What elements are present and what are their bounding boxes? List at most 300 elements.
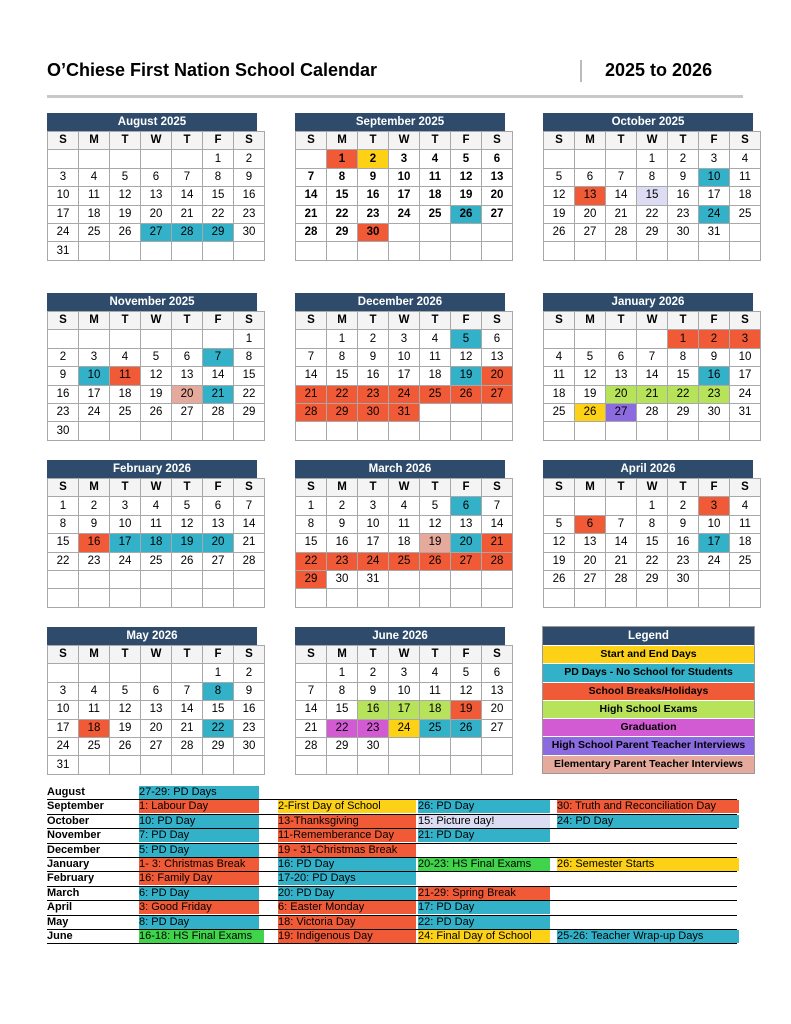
day-cell: 22 [48,552,79,570]
day-cell: 10 [358,515,389,533]
weekday-label: T [420,479,451,497]
event-row [47,872,737,886]
weekday-label: M [575,312,606,330]
empty-cell [730,242,761,260]
day-cell: 8 [327,682,358,700]
empty-cell [79,422,110,440]
weekday-header [296,479,513,497]
day-cell: 27 [575,570,606,588]
day-cell: 2 [234,664,265,682]
day-cell: 22 [637,552,668,570]
week-row [48,187,265,205]
day-cell: 5 [451,330,482,348]
day-cell: 20 [482,187,513,205]
day-cell: 15 [203,187,234,205]
empty-cell [110,664,141,682]
weekday-label: F [451,312,482,330]
day-cell: 1 [234,330,265,348]
day-cell: 23 [358,719,389,737]
empty-cell [730,223,761,241]
empty-cell [575,150,606,168]
weekday-label: T [358,646,389,664]
day-cell: 28 [203,403,234,421]
day-cell: 4 [79,682,110,700]
day-cell: 1 [327,330,358,348]
day-cell: 7 [606,168,637,186]
month-table [295,645,513,775]
empty-cell [420,737,451,755]
event-item: 6: Easter Monday [278,901,416,914]
day-cell: 27 [141,223,172,241]
day-cell: 2 [699,330,730,348]
day-cell: 17 [389,701,420,719]
month-table [47,645,265,775]
day-cell: 3 [389,330,420,348]
empty-cell [203,330,234,348]
day-cell: 23 [699,385,730,403]
day-cell: 15 [327,701,358,719]
empty-cell [668,242,699,260]
day-cell: 6 [172,348,203,366]
day-cell: 11 [389,515,420,533]
week-row [48,664,265,682]
day-cell: 1 [296,497,327,515]
day-cell: 7 [172,168,203,186]
day-cell: 24 [389,385,420,403]
empty-cell [48,330,79,348]
day-cell: 18 [110,385,141,403]
day-cell: 17 [730,367,761,385]
day-cell: 25 [420,385,451,403]
day-cell: 7 [296,168,327,186]
weekday-label: M [575,479,606,497]
week-row [48,223,265,241]
empty-cell [606,242,637,260]
weekday-label: S [730,479,761,497]
empty-cell [79,664,110,682]
day-cell: 16 [699,367,730,385]
weekday-label: F [699,479,730,497]
day-cell: 11 [79,701,110,719]
day-cell: 12 [110,187,141,205]
day-cell: 10 [699,515,730,533]
empty-cell [420,223,451,241]
day-cell: 4 [141,497,172,515]
weekday-label: F [699,132,730,150]
day-cell: 13 [141,187,172,205]
month-february-2026 [47,460,257,608]
empty-cell [79,242,110,260]
day-cell: 30 [327,570,358,588]
weekday-label: F [203,132,234,150]
day-cell: 21 [637,385,668,403]
day-cell: 9 [327,515,358,533]
day-cell: 11 [730,515,761,533]
day-cell: 26 [110,223,141,241]
day-cell: 14 [606,534,637,552]
day-cell: 24 [389,719,420,737]
weekday-label: S [48,312,79,330]
weekday-label: W [141,312,172,330]
empty-cell [668,422,699,440]
day-cell: 23 [358,385,389,403]
week-row [296,385,513,403]
day-cell: 19 [110,719,141,737]
day-cell: 17 [48,205,79,223]
day-cell: 12 [172,515,203,533]
day-cell: 15 [668,367,699,385]
empty-cell [420,756,451,774]
day-cell: 8 [327,168,358,186]
day-cell: 16 [358,187,389,205]
weekday-label: W [389,646,420,664]
event-item: 3: Good Friday [139,901,259,914]
day-cell: 31 [730,403,761,421]
month-title: February 2026 [47,460,257,478]
day-cell: 5 [544,168,575,186]
empty-cell [48,570,79,588]
day-cell: 19 [172,534,203,552]
event-item: 13-Thanksgiving [278,815,416,828]
empty-cell [482,242,513,260]
empty-cell [668,589,699,607]
weekday-label: S [234,312,265,330]
week-row [48,150,265,168]
week-row [48,570,265,588]
weekday-label: S [730,132,761,150]
empty-cell [420,242,451,260]
day-cell: 25 [79,737,110,755]
empty-cell [482,589,513,607]
weekday-label: S [48,646,79,664]
day-cell: 21 [606,205,637,223]
day-cell: 14 [172,701,203,719]
day-cell: 24 [699,205,730,223]
weekday-label: S [48,479,79,497]
empty-cell [544,589,575,607]
empty-cell [544,422,575,440]
day-cell: 17 [110,534,141,552]
legend-item: High School Exams [543,700,754,718]
week-row [48,242,265,260]
month-october-2025 [543,113,753,261]
day-cell: 9 [48,367,79,385]
event-item: 25-26: Teacher Wrap-up Days [557,930,739,943]
day-cell: 20 [141,205,172,223]
month-june-2026 [295,627,505,775]
event-item: 19: Indigenous Day [278,930,416,943]
weekday-label: W [389,132,420,150]
day-cell: 7 [296,348,327,366]
day-cell: 6 [606,348,637,366]
weekday-label: M [327,646,358,664]
day-cell: 21 [172,205,203,223]
day-cell: 26 [451,205,482,223]
day-cell: 12 [420,515,451,533]
weekday-label: T [420,312,451,330]
day-cell: 27 [172,403,203,421]
day-cell: 25 [730,205,761,223]
week-row [544,168,761,186]
day-cell: 18 [730,187,761,205]
day-cell: 20 [575,205,606,223]
event-row [47,916,737,930]
event-item: 17: PD Day [418,901,550,914]
event-item: 7: PD Day [139,829,259,842]
day-cell: 30 [668,570,699,588]
day-cell: 3 [358,497,389,515]
weekday-label: S [234,132,265,150]
weekday-header [544,312,761,330]
empty-cell [172,150,203,168]
legend-item: Start and End Days [543,645,754,663]
day-cell: 4 [730,497,761,515]
event-month: January [47,857,90,870]
week-row [296,150,513,168]
day-cell: 16 [48,385,79,403]
day-cell: 14 [606,187,637,205]
weekday-label: M [327,479,358,497]
week-row [296,534,513,552]
day-cell: 24 [48,223,79,241]
weekday-label: F [203,479,234,497]
day-cell: 6 [575,168,606,186]
day-cell: 7 [637,348,668,366]
month-november-2025 [47,293,257,441]
empty-cell [141,330,172,348]
month-september-2025 [295,113,505,261]
day-cell: 26 [110,737,141,755]
empty-cell [141,570,172,588]
week-row [48,515,265,533]
day-cell: 13 [172,367,203,385]
day-cell: 30 [234,737,265,755]
day-cell: 2 [668,497,699,515]
event-item: 20-23: HS Final Exams [418,858,550,871]
day-cell: 2 [358,150,389,168]
day-cell: 30 [358,403,389,421]
day-cell: 18 [420,701,451,719]
weekday-label: M [327,312,358,330]
day-cell: 1 [668,330,699,348]
weekday-header [296,312,513,330]
day-cell: 21 [296,385,327,403]
day-cell: 2 [79,497,110,515]
week-row [296,515,513,533]
event-item: 27-29: PD Days [139,786,259,799]
day-cell: 8 [668,348,699,366]
day-cell: 26 [451,385,482,403]
week-row [296,187,513,205]
day-cell: 14 [203,367,234,385]
day-cell: 29 [203,223,234,241]
legend-items [543,645,754,773]
day-cell: 14 [296,187,327,205]
day-cell: 9 [234,682,265,700]
day-cell: 15 [296,534,327,552]
day-cell: 30 [699,403,730,421]
empty-cell [203,242,234,260]
legend-item: Graduation [543,718,754,736]
week-row [544,242,761,260]
week-row [544,385,761,403]
week-row [48,719,265,737]
week-row [296,205,513,223]
day-cell: 29 [203,737,234,755]
empty-cell [48,589,79,607]
day-cell: 29 [637,570,668,588]
day-cell: 6 [141,168,172,186]
empty-cell [544,330,575,348]
weekday-label: T [172,312,203,330]
day-cell: 14 [482,515,513,533]
event-item: 1: Labour Day [139,800,259,813]
empty-cell [141,664,172,682]
empty-cell [606,589,637,607]
empty-cell [482,570,513,588]
day-cell: 5 [575,348,606,366]
day-cell: 22 [327,385,358,403]
day-cell: 25 [420,719,451,737]
day-cell: 9 [699,348,730,366]
weekday-label: T [668,479,699,497]
month-table [47,478,265,608]
day-cell: 11 [420,682,451,700]
event-row [47,930,737,944]
day-cell: 26 [420,552,451,570]
week-row [296,242,513,260]
day-cell: 23 [327,552,358,570]
day-cell: 3 [730,330,761,348]
day-cell: 28 [234,552,265,570]
week-row [296,168,513,186]
day-cell: 31 [389,403,420,421]
day-cell: 23 [48,403,79,421]
month-december-2026 [295,293,505,441]
day-cell: 5 [420,497,451,515]
event-item: 10: PD Day [139,815,259,828]
day-cell: 19 [451,701,482,719]
day-cell: 12 [544,187,575,205]
legend-item: Elementary Parent Teacher Interviews [543,755,754,773]
empty-cell [110,330,141,348]
event-month: May [47,915,69,928]
day-cell: 8 [296,515,327,533]
day-cell: 7 [482,497,513,515]
weekday-label: F [699,312,730,330]
empty-cell [420,589,451,607]
week-row [544,187,761,205]
day-cell: 27 [451,552,482,570]
week-row [48,348,265,366]
day-cell: 3 [699,497,730,515]
empty-cell [637,422,668,440]
week-row [544,205,761,223]
day-cell: 30 [234,223,265,241]
week-row [296,348,513,366]
day-cell: 17 [699,187,730,205]
day-cell: 6 [482,150,513,168]
day-cell: 8 [234,348,265,366]
day-cell: 14 [296,367,327,385]
day-cell: 13 [575,187,606,205]
legend-item: High School Parent Teacher Interviews [543,736,754,754]
month-title: December 2026 [295,293,505,311]
month-table [543,311,761,441]
event-item: 30: Truth and Reconciliation Day [557,800,739,813]
week-row [544,348,761,366]
day-cell: 7 [172,682,203,700]
weekday-header [48,646,265,664]
day-cell: 26 [451,719,482,737]
weekday-label: W [637,479,668,497]
weekday-label: S [296,479,327,497]
day-cell: 4 [389,497,420,515]
event-row [47,901,737,915]
empty-cell [79,756,110,774]
empty-cell [79,150,110,168]
day-cell: 22 [327,205,358,223]
week-row [544,223,761,241]
empty-cell [172,330,203,348]
event-item: 20: PD Day [278,887,416,900]
empty-cell [141,422,172,440]
day-cell: 4 [79,168,110,186]
day-cell: 31 [48,756,79,774]
day-cell: 28 [637,403,668,421]
week-row [296,422,513,440]
week-row [296,719,513,737]
week-row [48,330,265,348]
day-cell: 28 [296,223,327,241]
empty-cell [110,422,141,440]
empty-cell [451,223,482,241]
day-cell: 26 [544,223,575,241]
event-row [47,858,737,872]
empty-cell [203,570,234,588]
empty-cell [699,422,730,440]
week-row [544,330,761,348]
weekday-label: S [296,132,327,150]
empty-cell [358,756,389,774]
month-table [543,131,761,261]
day-cell: 23 [668,552,699,570]
event-month: June [47,929,73,942]
day-cell: 2 [358,330,389,348]
legend-item: PD Days - No School for Students [543,663,754,681]
week-row [544,534,761,552]
day-cell: 16 [79,534,110,552]
day-cell: 3 [79,348,110,366]
day-cell: 2 [327,497,358,515]
empty-cell [730,422,761,440]
day-cell: 31 [699,223,730,241]
day-cell: 2 [358,664,389,682]
month-table [295,311,513,441]
weekday-label: F [451,479,482,497]
empty-cell [79,570,110,588]
day-cell: 6 [482,330,513,348]
week-row [48,737,265,755]
week-row [296,223,513,241]
empty-cell [172,242,203,260]
month-april-2026 [543,460,753,608]
weekday-label: T [172,132,203,150]
month-title: March 2026 [295,460,505,478]
empty-cell [172,664,203,682]
empty-cell [637,589,668,607]
day-cell: 19 [141,385,172,403]
